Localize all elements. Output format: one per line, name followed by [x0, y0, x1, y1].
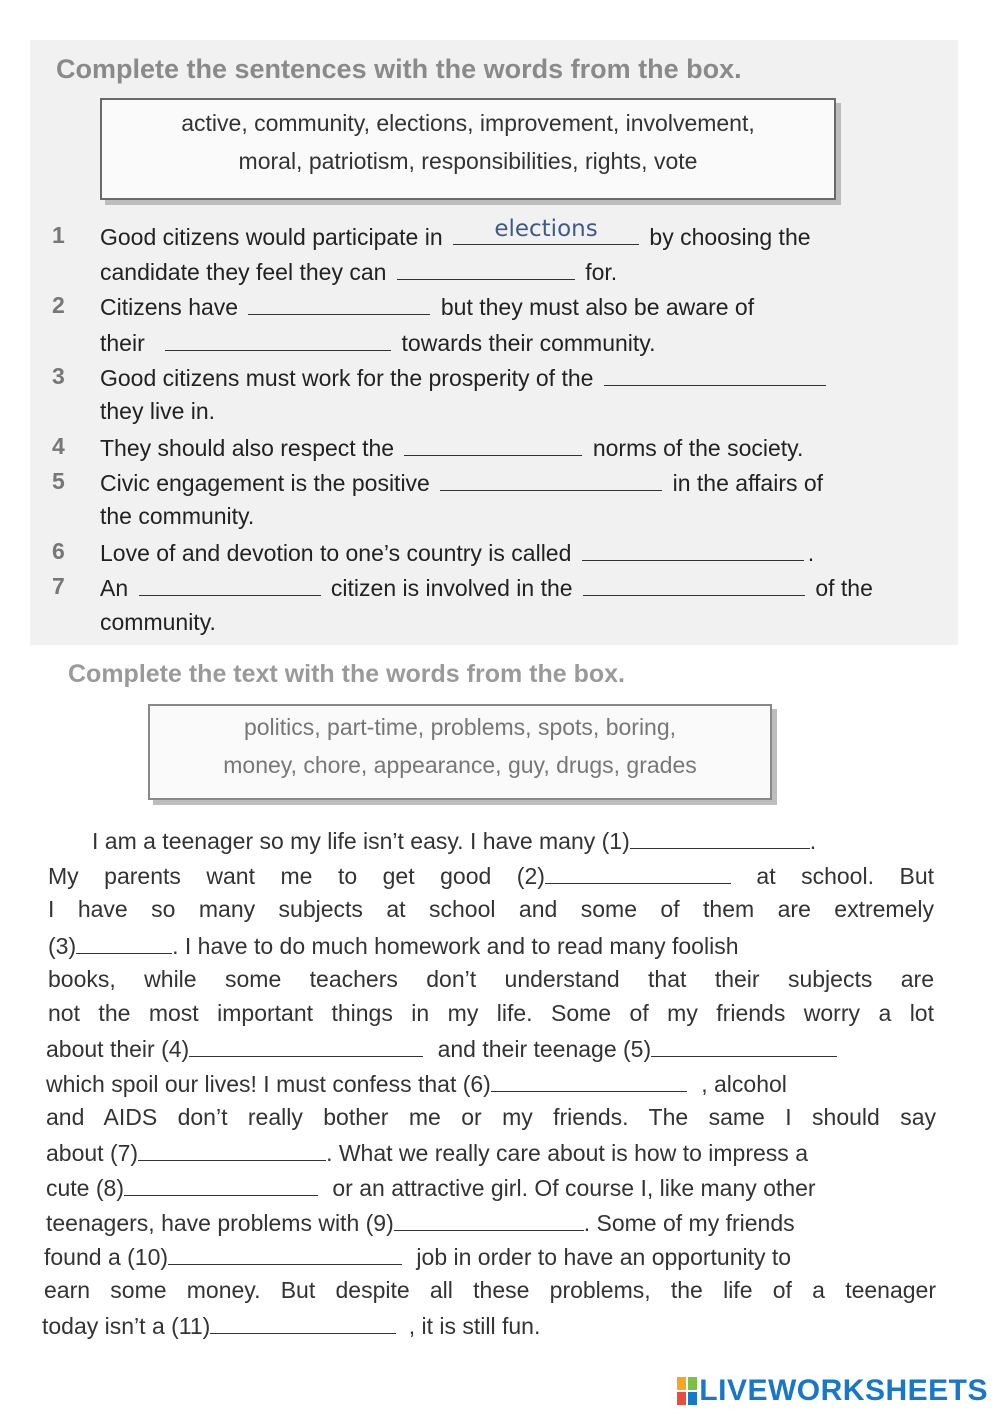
sentence-text: but they must also be aware of — [440, 294, 755, 320]
paragraph-line: and AIDS don’t really bother me or my friends. The same I should say — [46, 1104, 936, 1130]
paragraph-text: or an attractive girl. Of course I, like many other — [332, 1175, 816, 1201]
paragraph-line — [42, 1311, 932, 1340]
item-number: 4 — [52, 433, 65, 459]
word-box-line: moral, patriotism, responsibilities, rights, vote — [238, 148, 698, 174]
sentence-line: they live in. — [100, 398, 216, 424]
brand-name: LIVEWORKSHEETS — [699, 1374, 988, 1407]
word-box-line: active, community, elections, improvement, involvement, — [181, 110, 755, 136]
item-number: 7 — [52, 573, 65, 599]
paragraph-text: . — [809, 828, 817, 854]
sentence-line — [100, 573, 873, 602]
paragraph-line — [48, 861, 934, 890]
paragraph-text: . I have to do much homework and to read many foolish — [172, 933, 739, 959]
text-blank-1[interactable] — [630, 826, 810, 849]
paragraph-line — [46, 1069, 936, 1098]
sentence-text: of the — [815, 575, 873, 601]
sentence-text: Love of and devotion to one’s country is called — [100, 540, 572, 566]
sentence-line — [100, 433, 803, 462]
sentence-line — [100, 363, 830, 392]
sentence-line — [100, 292, 754, 321]
sentence-text: An — [100, 575, 129, 601]
paragraph-text: , alcohol — [701, 1071, 787, 1097]
word-box-line: money, chore, appearance, guy, drugs, grades — [223, 752, 697, 778]
paragraph-text: about their (4) — [46, 1036, 190, 1062]
exercise1-word-box — [100, 98, 836, 200]
item-number: 1 — [52, 222, 65, 248]
paragraph-line: not the most important things in my life. Some of my friends worry a lot — [48, 1000, 934, 1026]
answer-blank-5[interactable] — [440, 468, 662, 491]
answer-blank-6[interactable] — [582, 538, 804, 561]
filled-answer: elections — [494, 216, 598, 242]
sentence-text: . — [807, 540, 815, 566]
paragraph-text: today isn’t a (11) — [42, 1313, 211, 1339]
sentence-text: in the affairs of — [672, 470, 824, 496]
liveworksheets-logo — [677, 1374, 988, 1408]
paragraph-line — [92, 826, 936, 855]
paragraph-text: which spoil our lives! I must confess that (6) — [46, 1071, 491, 1097]
exercise2-word-box — [148, 704, 772, 800]
answer-blank-1[interactable] — [453, 216, 639, 245]
paragraph-line: earn some money. But despite all these problems, the life of a teenager — [44, 1277, 936, 1303]
sentence-line — [100, 328, 655, 357]
word-box-line: politics, part-time, problems, spots, boring, — [243, 714, 677, 740]
sentence-text: Good citizens would participate in — [100, 224, 443, 250]
paragraph-line — [48, 931, 934, 960]
sentence-text: by choosing the — [649, 224, 811, 250]
text-blank-10[interactable] — [168, 1242, 402, 1265]
exercise1-heading: Complete the sentences with the words from the box. — [56, 54, 742, 84]
paragraph-line — [46, 1208, 936, 1237]
item-number: 5 — [52, 468, 65, 494]
paragraph-line — [46, 1034, 936, 1063]
paragraph-line: books, while some teachers don’t understand that their subjects are — [48, 966, 934, 992]
logo-mark-icon — [677, 1377, 697, 1405]
text-blank-3[interactable] — [76, 931, 172, 954]
paragraph-line — [46, 1173, 936, 1202]
sentence-text: citizen is involved in the — [330, 575, 573, 601]
text-blank-4[interactable] — [189, 1034, 423, 1057]
sentence-text: Citizens have — [100, 294, 239, 320]
answer-blank-2a[interactable] — [248, 292, 430, 315]
paragraph-text: . What we really care about is how to impress a — [326, 1140, 808, 1166]
sentence-text: for. — [585, 259, 618, 285]
answer-blank-2b[interactable] — [165, 328, 391, 351]
paragraph-text: job in order to have an opportunity to — [416, 1244, 792, 1270]
item-number: 2 — [52, 292, 65, 318]
answer-blank-3[interactable] — [604, 363, 826, 386]
sentence-line — [100, 216, 811, 251]
paragraph-text: and their teenage (5) — [437, 1036, 652, 1062]
sentence-line: the community. — [100, 503, 255, 529]
sentence-line: community. — [100, 609, 216, 635]
sentence-text: Good citizens must work for the prosperity of the — [100, 365, 594, 391]
paragraph-text: , it is still fun. — [408, 1313, 541, 1339]
answer-blank-1b[interactable] — [397, 257, 575, 280]
paragraph-text: . Some of my friends — [583, 1210, 795, 1236]
sentence-line — [100, 468, 823, 497]
paragraph-text: cute (8) — [46, 1175, 124, 1201]
sentence-text: norms of the society. — [592, 435, 804, 461]
paragraph-text: My parents want me to get good (2) — [48, 863, 545, 889]
sentence-line — [100, 538, 814, 567]
answer-blank-7b[interactable] — [583, 573, 805, 596]
exercise2-heading: Complete the text with the words from the box. — [68, 660, 625, 688]
sentence-text: their — [100, 330, 145, 356]
sentence-text: Civic engagement is the positive — [100, 470, 430, 496]
text-blank-8[interactable] — [124, 1173, 318, 1196]
paragraph-line — [44, 1242, 934, 1271]
text-blank-11[interactable] — [210, 1311, 396, 1334]
answer-blank-4[interactable] — [404, 433, 582, 456]
paragraph-line — [46, 1138, 936, 1167]
sentence-text: candidate they feel they can — [100, 259, 387, 285]
paragraph-text: found a (10) — [44, 1244, 169, 1270]
text-blank-5[interactable] — [651, 1034, 837, 1057]
text-blank-6[interactable] — [491, 1069, 687, 1092]
text-blank-7[interactable] — [138, 1138, 326, 1161]
item-number: 6 — [52, 538, 65, 564]
sentence-text: They should also respect the — [100, 435, 395, 461]
paragraph-text: I am a teenager so my life isn’t easy. I have many (1) — [92, 828, 630, 854]
paragraph-line: I have so many subjects at school and some of them are extremely — [48, 896, 934, 922]
item-number: 3 — [52, 363, 65, 389]
paragraph-text: (3) — [48, 933, 77, 959]
text-blank-9[interactable] — [394, 1208, 584, 1231]
sentence-line — [100, 257, 617, 286]
answer-blank-7a[interactable] — [139, 573, 321, 596]
text-blank-2[interactable] — [545, 861, 731, 884]
paragraph-text: about (7) — [46, 1140, 139, 1166]
paragraph-text: teenagers, have problems with (9) — [46, 1210, 394, 1236]
sentence-text: towards their community. — [401, 330, 656, 356]
paragraph-text: at school. But — [756, 863, 934, 889]
